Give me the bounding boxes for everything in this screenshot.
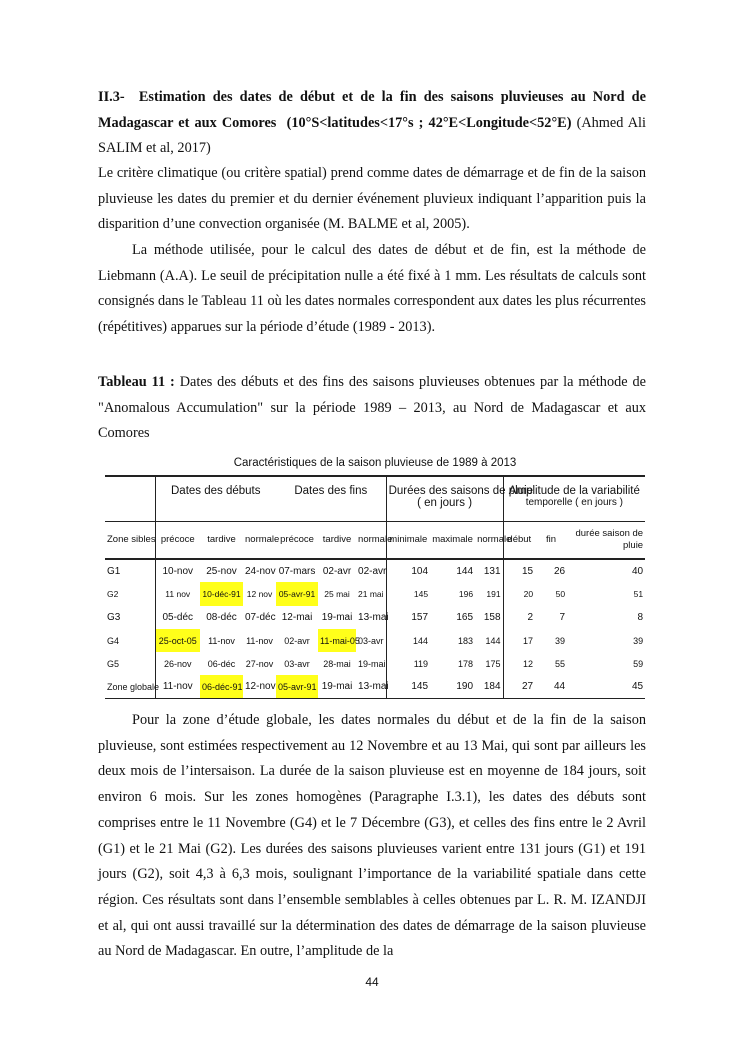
table-cell: 15	[503, 559, 535, 582]
table-cell: 26-nov	[155, 652, 200, 675]
table-row	[105, 652, 645, 675]
table-cell: 44	[535, 675, 567, 698]
table-cell: 21 mai	[358, 588, 384, 599]
column-header: début	[503, 521, 535, 559]
column-header: minimale	[386, 521, 430, 559]
table-cell: 39	[555, 635, 566, 646]
table-cell: 184	[475, 675, 503, 698]
table-cell: 03-avr	[358, 635, 384, 646]
table-row	[105, 629, 645, 652]
header-zone-group	[105, 476, 155, 521]
table-cell: 06-déc-91	[200, 675, 243, 698]
table-cell: 45	[567, 675, 645, 698]
table-caption-text: Dates des débuts et des fins des saisons pluvieuses obtenues par la méthode de "Anomalous Accumulation" sur la période 1989 – 2013, au Nord de Madagascar et aux Comores	[98, 374, 646, 442]
table-cell: 144	[386, 629, 430, 652]
table-cell: 25 mai	[324, 588, 350, 599]
table-cell: 190	[430, 675, 475, 698]
header-debuts: Dates des débuts	[155, 476, 276, 521]
table-cell: 12	[503, 652, 535, 675]
table-cell: 50	[555, 588, 566, 599]
table-cell: G2	[107, 588, 119, 599]
table-cell: 28-mai	[323, 658, 351, 669]
header-amplitude-line2: temporelle ( en jours )	[525, 497, 623, 508]
column-header: précoce	[155, 521, 200, 559]
section-heading	[98, 85, 646, 162]
paragraph-results: Pour la zone d’étude globale, les dates normales du début et de la fin de la saison pluvieuse, sont estimées respectivement au 12 Novembre et au 13 Mai, qui sont par ailleurs les deux mois de l’intersaison. La durée de la saison pluvieuse est en moyenne de 184 jours, soit environ 6 mois. Sur les zones homogènes (Paragraphe I.3.1), les dates des débuts sont comprises entre le 11 Novembre (G4) et le 7 Décembre (G3), et celles des fins entre le 2 Avril (G1) et le 21 Mai (G2). Les durées des saisons pluvieuses varient entre 131 jours (G1) et 191 jours (G2), soit 4,3 à 6,3 mois, soulignant l’importance de la variabilité spatiale dans cette région. Ces résultats sont dans l’ensemble semblables à celles obtenues par L. R. M. IZANDJI et al, qui ont aussi travaillé sur la détermination des dates de démarrage de la saison pluvieuse au Nord de Madagascar. En outre, l’amplitude de la	[98, 712, 646, 960]
table-cell: 05-déc	[155, 606, 200, 629]
table-cell: 39	[633, 635, 644, 646]
table-cell: 02-avr	[358, 565, 387, 577]
table-cell: 03-avr	[284, 658, 310, 669]
column-header: tardive	[318, 521, 356, 559]
column-header: tardive	[200, 521, 243, 559]
column-header: Zone sibles	[105, 521, 155, 559]
table-caption-label: Tableau 11 :	[98, 374, 175, 390]
table-cell: 12-nov	[243, 675, 276, 698]
table-cell: 158	[483, 611, 501, 623]
table-cell: 59	[633, 658, 644, 669]
table-cell: 11-nov	[155, 675, 200, 698]
table-cell: 104	[386, 559, 430, 582]
table-row	[105, 606, 645, 629]
table-cell: G4	[107, 635, 120, 646]
table-cell: G5	[107, 658, 120, 669]
table-cell: 19-mai	[318, 675, 356, 698]
table-cell: Zone globale	[105, 675, 155, 698]
table-cell: 11 nov	[155, 582, 200, 605]
table-cell: 119	[386, 652, 430, 675]
header-durees	[386, 476, 534, 521]
table-cell: 51	[633, 588, 644, 599]
page-number: 44	[365, 975, 379, 989]
table-cell: 20	[503, 582, 535, 605]
table-cell: 25-nov	[206, 565, 237, 577]
table-cell: 157	[386, 606, 430, 629]
table-cell: 11-nov	[208, 635, 235, 646]
header-durees-line2: ( en jours )	[417, 497, 473, 509]
table-cell: 55	[555, 658, 566, 669]
section-coordinates: (10°S<latitudes<17°s ; 42°E<Longitude<52°E)	[286, 114, 572, 131]
table-row	[105, 559, 645, 582]
table-cell: 12-mai	[281, 611, 313, 623]
paragraph-method: La méthode utilisée, pour le calcul des dates de début et de fin, est la méthode de Liebmann (A.A). Le seuil de précipitation nulle a été fixé à 1 mm. Les résultats de calculs sont consignés dans le Tableau 11 où les dates normales correspondent aux dates les plus récurrentes (répétitives) apparues sur la période d’étude (1989 - 2013).	[98, 242, 646, 336]
table-cell: 196	[458, 588, 474, 599]
header-amplitude	[503, 476, 645, 521]
table-cell: 02-avr	[322, 565, 352, 577]
column-header: fin	[535, 521, 567, 559]
table-cell: 05-avr-91	[276, 582, 318, 605]
table-cell: 10-nov	[155, 559, 200, 582]
section-number: II.3-	[98, 89, 125, 105]
table-cell: 10-déc-91	[200, 582, 243, 605]
rainy-season-table	[105, 475, 645, 699]
table-cell: 175	[485, 658, 501, 669]
table-cell: 131	[483, 565, 501, 577]
column-header: normale	[243, 521, 276, 559]
table-cell: 11-mai-05	[318, 629, 356, 652]
header-durees-line1: Durées des saisons de pluie	[388, 485, 534, 497]
table-cell: 11-nov	[246, 635, 273, 646]
table-cell: 178	[458, 658, 474, 669]
paragraph-criterion: Le critère climatique (ou critère spatial) prend comme dates de démarrage et de fin de la saison pluvieuse les dates du premier et du dernier événement pluvieux indiquant l’apparition puis la disparition d’une convection organisée (M. BALME et al, 2005).	[98, 165, 646, 233]
table-cell: G1	[107, 565, 121, 577]
table-cell: 25-oct-05	[155, 629, 200, 652]
section-title: Estimation des dates de début et de la fin des saisons pluvieuses au Nord de Madagascar et aux Comores	[98, 89, 646, 131]
table-cell: 12 nov	[246, 588, 273, 599]
table-cell: 145	[386, 582, 430, 605]
table-cell: G3	[107, 611, 121, 623]
table-cell: 19-mai	[321, 611, 353, 623]
table-cell: 05-avr-91	[276, 675, 318, 698]
table-cell: 8	[637, 611, 644, 623]
column-header: normale	[475, 521, 503, 559]
table-cell: 26	[553, 565, 566, 577]
table-cell: 2	[503, 606, 535, 629]
table-cell: 40	[631, 565, 644, 577]
column-header: normale	[356, 521, 386, 559]
table-cell: 191	[486, 588, 501, 599]
table-row	[105, 582, 645, 605]
table-cell: 08-déc	[206, 611, 237, 623]
table-cell: 145	[386, 675, 430, 698]
table-cell: 13-mai	[356, 675, 386, 698]
table-cell: 02-avr	[284, 635, 310, 646]
table-cell: 7	[559, 611, 566, 623]
table-cell: 24-nov	[245, 565, 276, 577]
table-caption	[98, 370, 646, 447]
table-row	[105, 675, 645, 698]
header-fins: Dates des fins	[276, 476, 386, 521]
column-header: précoce	[276, 521, 318, 559]
table-cell: 19-mai	[358, 658, 386, 669]
table-cell: 17	[503, 629, 535, 652]
table-cell: 27	[503, 675, 535, 698]
table-cell: 06-déc	[207, 658, 236, 669]
column-header: durée saison de pluie	[567, 521, 645, 559]
table-cell: 183	[458, 635, 474, 646]
section-citation: (Ahmed Ali SALIM et al, 2017)	[98, 114, 647, 157]
table-cell: 07-déc	[245, 611, 276, 623]
column-header: maximale	[430, 521, 475, 559]
header-amplitude-line1: Amplitude de la variabilité	[508, 485, 640, 497]
table-cell: 144	[456, 565, 474, 577]
table-cell: 07-mars	[278, 565, 316, 577]
table-cell: 13-mai	[358, 611, 389, 623]
table-cell: 165	[456, 611, 474, 623]
table-cell: 27-nov	[245, 658, 274, 669]
table-title: Caractéristiques de la saison pluvieuse de 1989 à 2013	[233, 457, 517, 469]
table-cell: 144	[485, 635, 501, 646]
